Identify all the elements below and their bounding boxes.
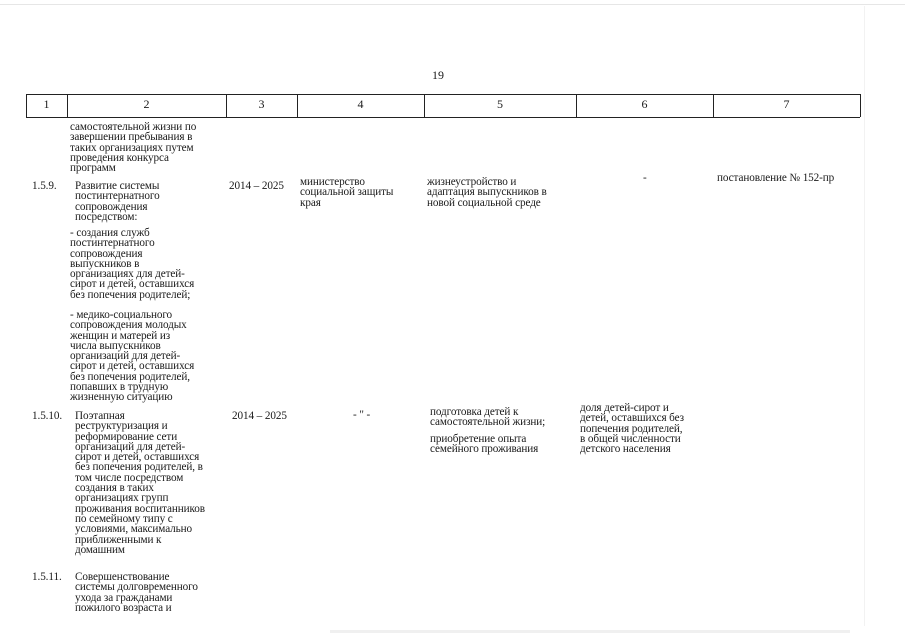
row-subitem: - создания служб постинтернатного сопровождения выпускников в организациях для детей- сирот и детей, оставшихся без попечения родителей; xyxy=(70,227,195,301)
row-result: приобретение опыта семейного проживания xyxy=(430,433,539,456)
header-col-7: 7 xyxy=(783,97,790,111)
header-col-1: 1 xyxy=(43,97,50,111)
row-subitem: - медико-социального сопровождения молодых женщин и матерей из числа выпускников организаций для детей- сирот и детей, оставшихся без попечения родителей, попавших в трудную жизненную ситуацию xyxy=(70,309,195,404)
row-result: жизнеустройство и адаптация выпускников в новой социальной среде xyxy=(427,176,547,209)
header-col-6: 6 xyxy=(641,97,648,111)
header-col-3: 3 xyxy=(258,97,265,111)
row-description: Поэтапная реструктуризация и реформирование сети организаций для детей- сирот и детей, оставшихся без попечения родителей, в том числе посредством создания в таких организациях групп проживания воспитанников по семейному типу с условиями, максимально приближенными к домашним xyxy=(75,410,205,556)
row-indicator: доля детей-сирот и детей, оставшихся без попечения родителей, в общей численности детского населения xyxy=(580,402,684,456)
header-border-right xyxy=(860,94,861,117)
row-period: 2014 – 2025 xyxy=(232,410,287,422)
row-number: 1.5.9. xyxy=(32,180,57,192)
header-col-5: 5 xyxy=(497,97,503,111)
row-indicator: - xyxy=(643,172,647,184)
header-col-4: 4 xyxy=(357,97,364,111)
row-description: Совершенствование системы долговременного ухода за гражданами пожилого возраста и xyxy=(75,571,198,614)
row-regulation: постановление № 152-пр xyxy=(717,172,835,184)
scan-artifact-top xyxy=(0,4,905,5)
row-result: подготовка детей к самостоятельной жизни; xyxy=(430,406,546,429)
row-description: Развитие системы постинтернатного сопровождения посредством: xyxy=(75,180,160,223)
scan-artifact-bottom xyxy=(330,630,850,633)
scan-artifact-right xyxy=(864,6,865,626)
row-period: 2014 – 2025 xyxy=(229,180,284,192)
page-number: 19 xyxy=(432,68,444,82)
row-number: 1.5.10. xyxy=(32,410,63,422)
header-col-2: 2 xyxy=(143,97,150,111)
row-executor: - " - xyxy=(353,409,371,421)
continuation-text: самостоятельной жизни по завершении пребывания в таких организациях путем проведения конкурса программ xyxy=(70,121,197,175)
row-executor: министерство социальной защиты края xyxy=(300,176,394,209)
row-number: 1.5.11. xyxy=(32,571,62,583)
